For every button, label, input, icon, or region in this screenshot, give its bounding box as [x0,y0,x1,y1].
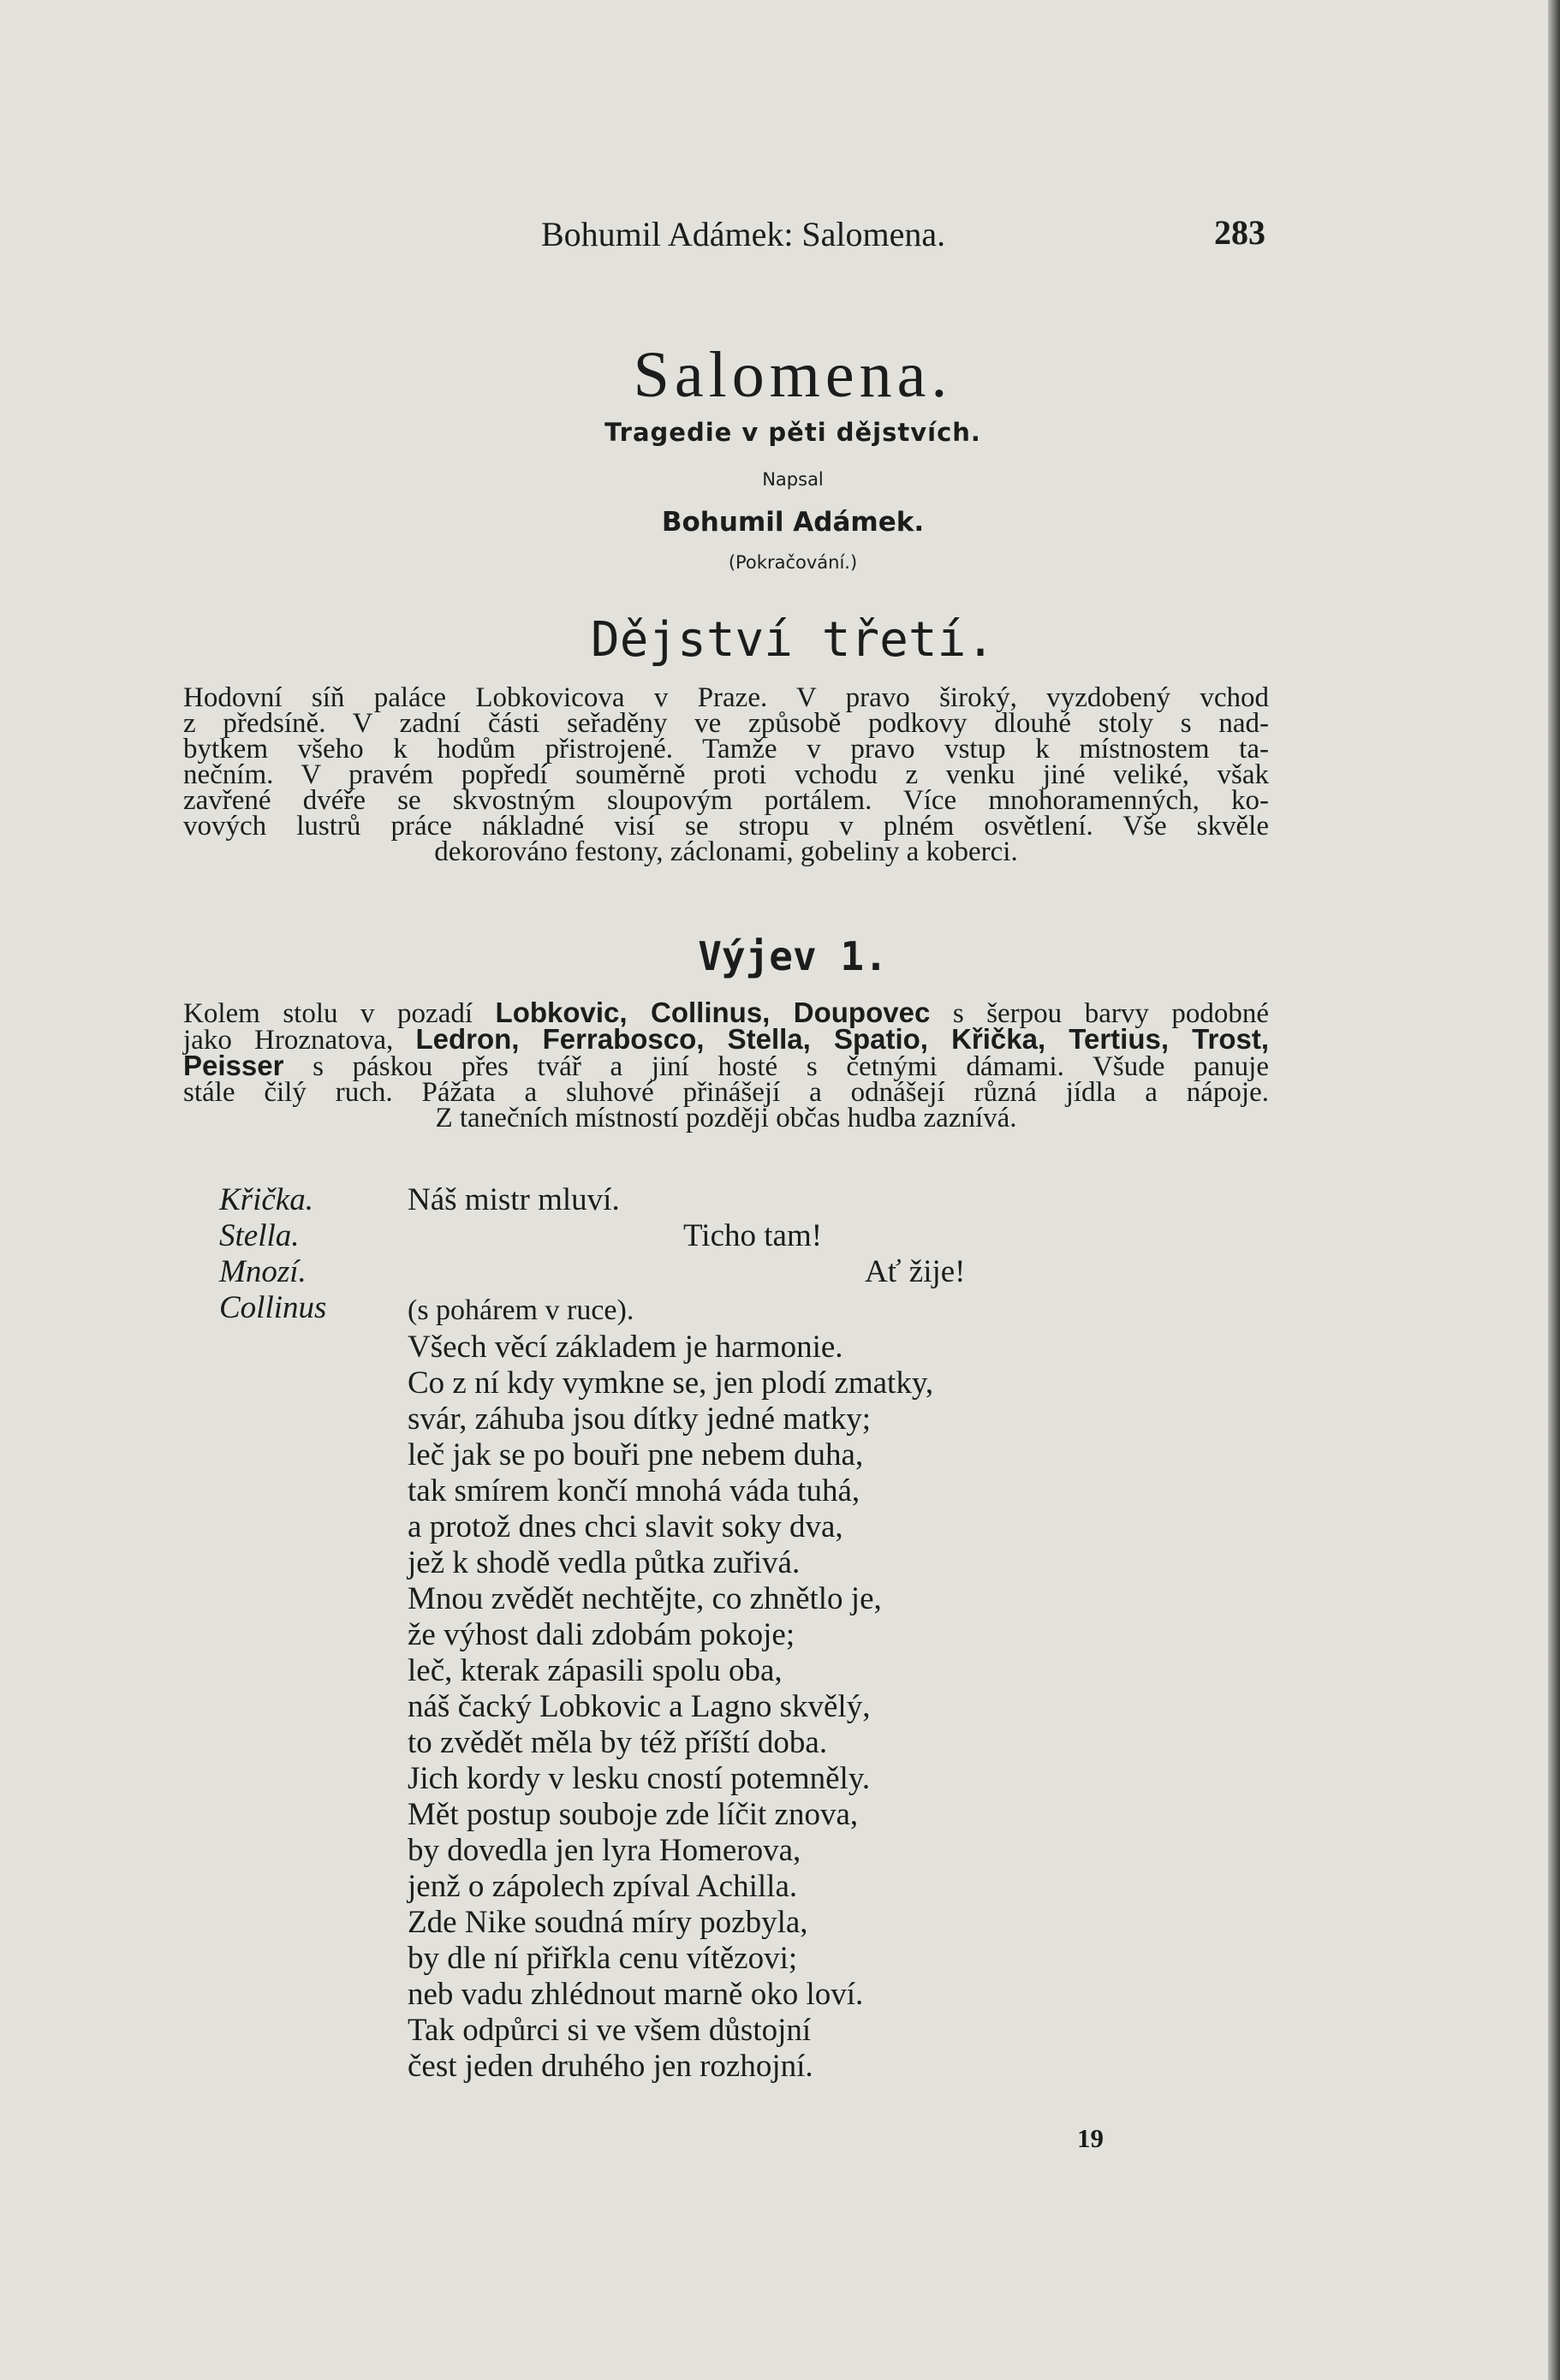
verse-line: Zde Nike soudná míry pozbyla, [408,1905,808,1940]
play-subtitle: Tragedie v pěti dějstvích. [604,418,981,447]
character-names: Peisser [183,1050,284,1081]
verse-line: náš čacký Lobkovic a Lagno skvělý, [408,1689,871,1724]
verse-line: jenž o zápolech zpíval Achilla. [408,1869,798,1904]
direction-text: jako Hroznatova, [183,1025,416,1056]
direction-line: Z tanečních místností později občas hudba zaznívá. [435,1103,1017,1133]
dialogue-line: Ať žije! [865,1254,966,1289]
verse-line: čest jeden druhého jen rozhojní. [408,2049,813,2084]
verse-line: Co z ní kdy vymkne se, jen plodí zmatky, [408,1366,934,1401]
scene-title: Výjev 1. [698,933,888,979]
verse-line: že výhost dali zdobám pokoje; [408,1617,795,1652]
verse-line: leč, kterak zápasili spolu oba, [408,1653,783,1688]
verse-line: by dle ní přiřkla cenu vítězovi; [408,1941,798,1976]
dialogue-line: Ticho tam! [683,1218,823,1253]
speaker-label: Křička. [219,1182,313,1217]
continuation-note: (Pokračování.) [728,552,858,573]
act-title: Dějství třetí. [590,612,995,668]
verse-line: tak smírem končí mnohá váda tuhá, [408,1473,860,1508]
character-names: Lobkovic, Collinus, Doupovec [495,997,931,1028]
speaker-label: Stella. [219,1218,300,1253]
setting-line: nečním. V pravém popředí souměrně proti vchodu z venku jiné veliké, však [183,759,1269,790]
verse-line: to zvědět měla by též příští doba. [408,1725,828,1760]
running-header: Bohumil Adámek: Salomena. [541,215,946,253]
setting-description [183,682,1269,867]
character-names: Ledron, Ferrabosco, Stella, Spatio, Křička, Tertius, Trost, [415,1023,1270,1055]
direction-text: s šerpou barvy podobné [930,998,1269,1029]
verse-line: Mnou zvědět nechtějte, co zhnětlo je, [408,1581,882,1616]
stage-direction: (s pohárem v ruce). [408,1294,634,1326]
page-number: 283 [1214,213,1265,252]
signature-mark: 19 [1077,2123,1104,2153]
verse-line: neb vadu zhlédnout marně oko loví. [408,1977,864,2012]
scene-direction [183,997,1270,1133]
setting-line: z předsíně. V zadní části seřaděny ve způsobě podkovy dlouhé stoly s nad- [183,708,1269,739]
speaker-label: Collinus [219,1290,327,1325]
author-name: Bohumil Adámek. [661,507,925,538]
setting-line: zavřené dvéře se skvostným sloupovým portálem. Více mnohoramenných, ko- [183,785,1269,816]
setting-line: dekorováno festony, záclonami, gobeliny a koberci. [434,836,1018,867]
verse-line: jež k shodě vedla půtka zuřivá. [408,1545,801,1580]
speaker-label: Mnozí. [219,1254,307,1289]
dialogue-line: Náš mistr mluví. [408,1182,620,1217]
direction-line [183,1023,1270,1056]
direction-line: stále čilý ruch. Pážata a sluhové přinášejí a odnášejí různá jídla a nápoje. [183,1077,1269,1108]
direction-text: s páskou přes tvář a jiní hosté s četnými dámami. Všude panuje [283,1051,1269,1082]
verse-line: Všech věcí základem je harmonie. [408,1330,843,1365]
play-title: Salomena. [633,339,953,411]
setting-line: vových lustrů práce nákladné visí se stropu v plném osvětlení. Vše skvěle [183,811,1269,842]
verse-line: leč jak se po bouři pne nebem duha, [408,1437,864,1473]
verse-line: by dovedla jen lyra Homerova, [408,1833,801,1868]
verse-line: Mět postup souboje zde líčit znova, [408,1797,859,1832]
verse-line: Tak odpůrci si ve všem důstojní [408,2013,812,2048]
byline: Napsal [762,469,824,490]
verse-line: Jich kordy v lesku cností potemněly. [408,1761,871,1796]
direction-line [183,1050,1269,1082]
verse-line: a protož dnes chci slavit soky dva, [408,1509,843,1544]
direction-text: Kolem stolu v pozadí [183,998,496,1029]
setting-line: bytkem všeho k hodům přistrojené. Tamže v pravo vstup k místnostem ta- [183,734,1269,765]
verse-line: svár, záhuba jsou dítky jedné matky; [408,1401,872,1437]
setting-line: Hodovní síň paláce Lobkovicova v Praze. V pravo široký, vyzdobený vchod [183,682,1269,713]
